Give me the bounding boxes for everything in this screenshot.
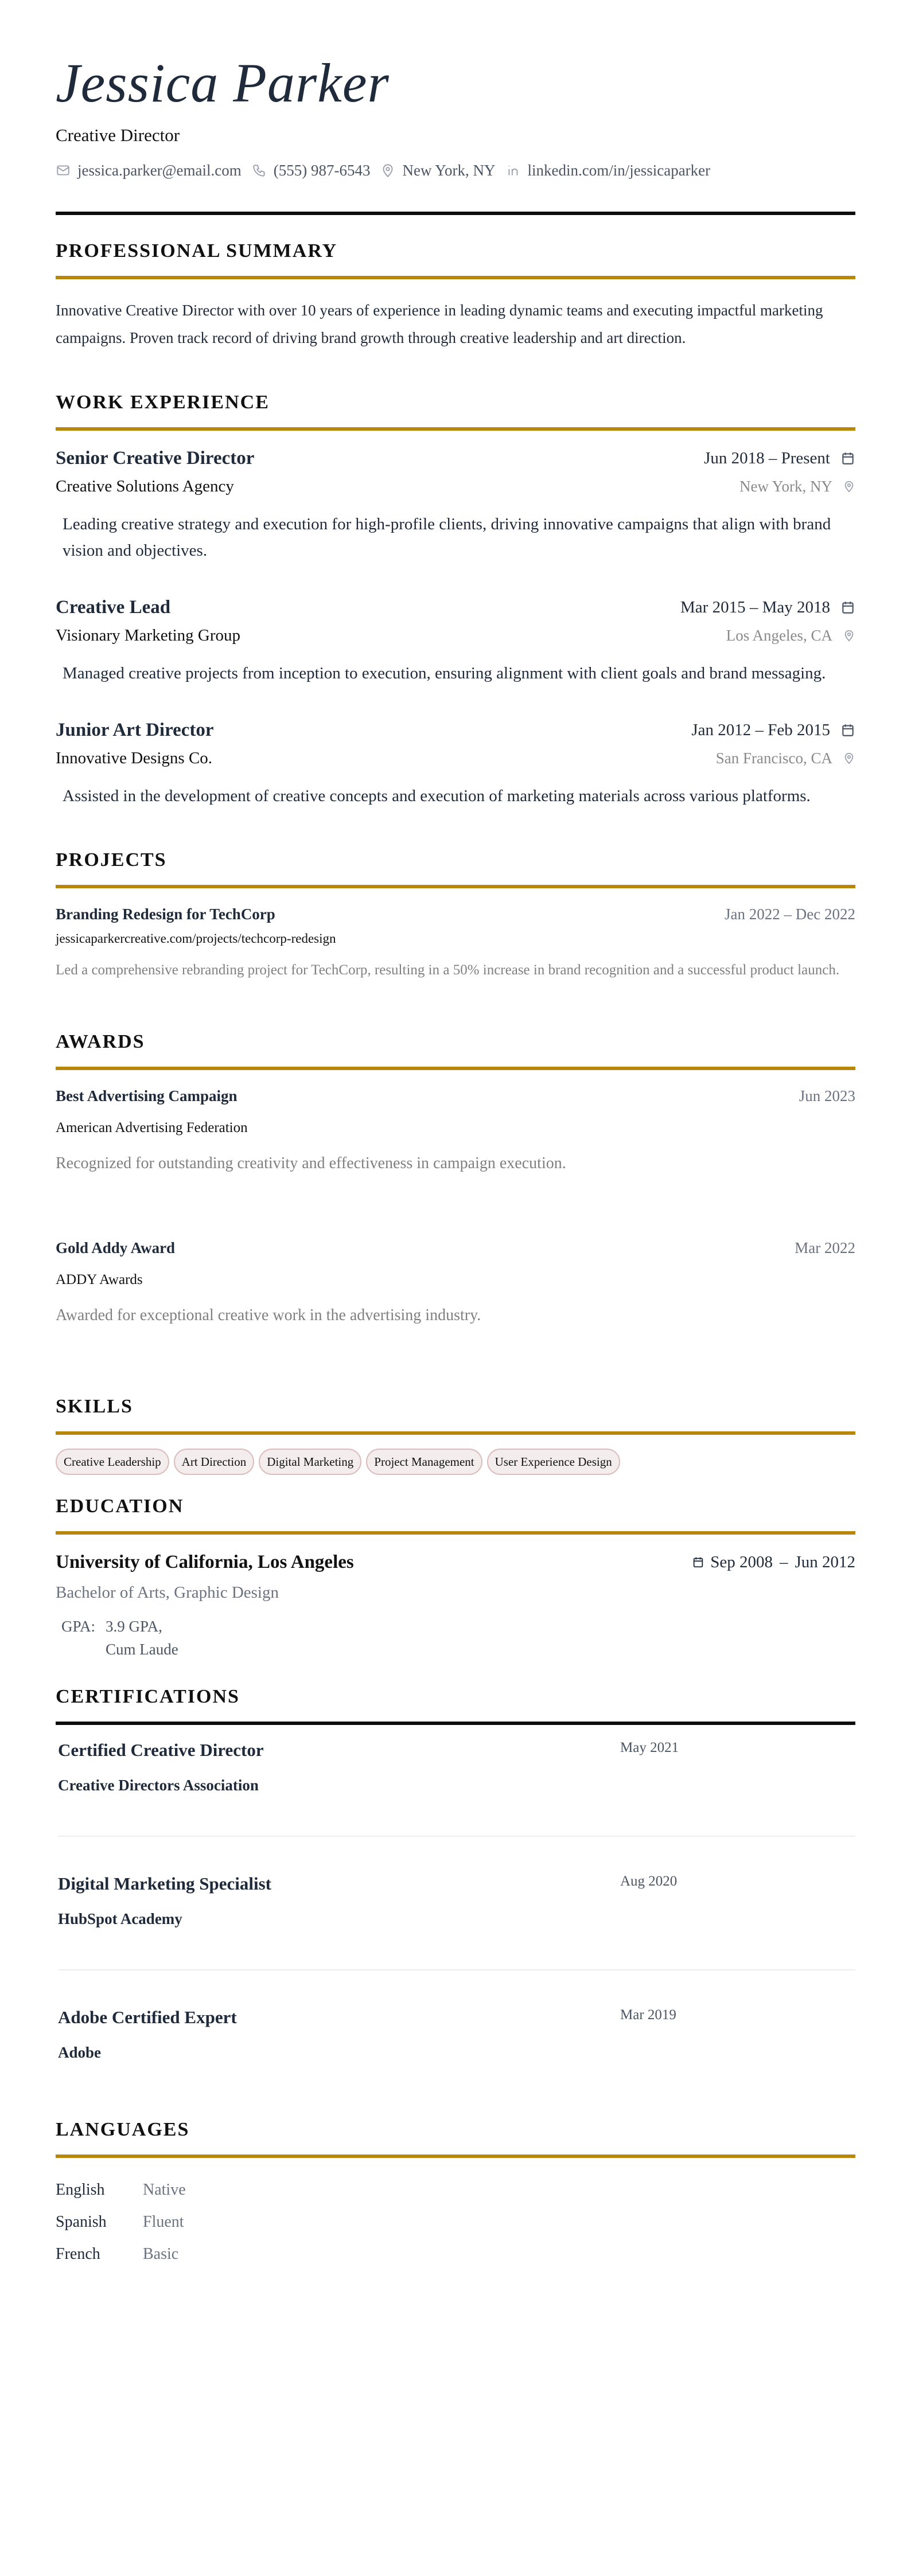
section-heading: EDUCATION [56, 1495, 184, 1517]
job-dates-text: Jan 2012 – Feb 2015 [691, 720, 830, 739]
calendar-icon [840, 722, 855, 738]
resume-header [56, 53, 855, 215]
job-description: Managed creative projects from inception to execution, ensuring alignment with client goals and brand messaging. [63, 663, 826, 682]
job-title: Creative Lead [56, 596, 171, 618]
language-level: Basic [143, 2245, 179, 2263]
language-level: Fluent [143, 2212, 184, 2231]
skills-section [56, 1396, 855, 1475]
language-item [56, 2206, 855, 2238]
certification-issuer: Adobe [58, 2043, 102, 2061]
job-location-text: New York, NY [739, 477, 832, 495]
language-name: English [56, 2180, 105, 2199]
job-dates [680, 598, 855, 617]
award-date: Jun 2023 [799, 1087, 855, 1104]
job-description: Assisted in the development of creative concepts and execution of marketing materials across various platforms. [63, 786, 811, 805]
contact-phone[interactable] [252, 162, 371, 179]
gpa [56, 1615, 855, 1661]
school-name: University of California, Los Angeles [56, 1551, 354, 1572]
section-divider [56, 1722, 855, 1725]
education-end: Jun 2012 [795, 1552, 855, 1571]
award-date: Mar 2022 [795, 1239, 855, 1256]
honors-line: Cum Laude [106, 1640, 178, 1658]
mail-icon [56, 163, 71, 178]
candidate-title: Creative Director [56, 124, 180, 145]
section-divider [56, 1431, 855, 1435]
education-dates [692, 1553, 855, 1572]
section-divider [56, 2155, 855, 2158]
section-divider [56, 276, 855, 279]
certification-date: Mar 2019 [620, 2007, 676, 2023]
skill-tag: Creative Leadership [56, 1449, 169, 1475]
contact-linkedin[interactable] [506, 162, 711, 179]
certification-title: Adobe Certified Expert [58, 2007, 237, 2027]
section-divider [56, 885, 855, 888]
project-title: Branding Redesign for TechCorp [56, 905, 275, 923]
work-experience-section [56, 392, 855, 809]
certification-issuer: Creative Directors Association [58, 1776, 259, 1794]
education-entry [56, 1552, 855, 1661]
certification-date: Aug 2020 [620, 1873, 678, 1889]
certification-title: Digital Marketing Specialist [58, 1873, 271, 1894]
contact-email[interactable] [56, 162, 242, 179]
language-list [56, 2174, 855, 2270]
project-link[interactable]: jessicaparkercreative.com/projects/techcorp-redesign [56, 931, 336, 946]
award-title: Best Advertising Campaign [56, 1087, 238, 1104]
map-pin-icon [843, 628, 855, 643]
job-title: Senior Creative Director [56, 447, 255, 469]
education-section [56, 1496, 855, 1661]
section-heading: PROFESSIONAL SUMMARY [56, 240, 338, 261]
section-heading: LANGUAGES [56, 2118, 190, 2140]
certification-entry [56, 1874, 855, 1970]
map-pin-icon [380, 163, 395, 178]
skill-tags [56, 1449, 855, 1475]
certification-issuer: HubSpot Academy [58, 1910, 182, 1927]
section-divider [56, 1531, 855, 1535]
linkedin-icon [506, 163, 521, 178]
awards-section [56, 1031, 855, 1325]
skill-tag: Digital Marketing [259, 1449, 361, 1475]
gpa-value [106, 1615, 178, 1661]
summary-section [56, 240, 855, 352]
job-company: Visionary Marketing Group [56, 626, 241, 645]
calendar-icon [692, 1555, 704, 1570]
award-title: Gold Addy Award [56, 1239, 176, 1256]
job-company: Innovative Designs Co. [56, 748, 213, 767]
project-entry [56, 905, 855, 982]
section-heading: CERTIFICATIONS [56, 1685, 240, 1707]
job-dates [704, 449, 855, 468]
certification-title: Certified Creative Director [58, 1739, 264, 1760]
award-description: Awarded for exceptional creative work in the advertising industry. [56, 1306, 481, 1324]
skill-tag: User Experience Design [487, 1449, 620, 1475]
section-heading: WORK EXPERIENCE [56, 391, 270, 413]
email-text: jessica.parker@email.com [77, 161, 242, 179]
language-level: Native [143, 2180, 186, 2199]
award-organization: ADDY Awards [56, 1271, 143, 1287]
job-dates-text: Mar 2015 – May 2018 [680, 598, 830, 616]
job-location-text: Los Angeles, CA [726, 626, 832, 644]
award-entry [56, 1239, 855, 1325]
job-location-text: San Francisco, CA [715, 749, 832, 767]
candidate-name: Jessica Parker [56, 52, 390, 114]
section-heading: SKILLS [56, 1395, 133, 1417]
summary-text: Innovative Creative Director with over 10 years of experience in leading dynamic teams and executing impactful marketing campaigns. Proven track record of driving brand growth through creative leadership and art direction. [56, 301, 823, 346]
language-name: French [56, 2245, 100, 2263]
job-entry [56, 597, 855, 686]
skill-tag: Project Management [366, 1449, 482, 1475]
gpa-label: GPA: [61, 1617, 96, 1635]
languages-section [56, 2119, 855, 2270]
job-dates [691, 721, 855, 740]
certification-entry [56, 2007, 855, 2062]
linkedin-text: linkedin.com/in/jessicaparker [527, 161, 711, 179]
job-company: Creative Solutions Agency [56, 477, 234, 495]
gpa-line: 3.9 GPA, [106, 1617, 162, 1635]
certifications-section [56, 1686, 855, 2062]
job-entry [56, 720, 855, 809]
education-start: Sep 2008 [710, 1552, 773, 1571]
section-divider [56, 1067, 855, 1070]
job-dates-text: Jun 2018 – Present [704, 448, 830, 467]
project-description: Led a comprehensive rebranding project for TechCorp, resulting in a 50% increase in brand recognition and a successful product launch. [56, 962, 840, 978]
job-description: Leading creative strategy and execution for high-profile clients, driving innovative campaigns that align with brand vision and objectives. [63, 514, 831, 560]
date-separator: – [779, 1552, 788, 1571]
job-title: Junior Art Director [56, 719, 214, 740]
project-dates: Jan 2022 – Dec 2022 [725, 905, 855, 923]
contact-bar [56, 162, 855, 179]
section-divider [56, 427, 855, 431]
projects-section [56, 849, 855, 982]
location-text: New York, NY [402, 161, 496, 179]
calendar-icon [840, 599, 855, 615]
map-pin-icon [843, 479, 855, 494]
entry-divider [58, 1969, 855, 1970]
award-description: Recognized for outstanding creativity and effectiveness in campaign execution. [56, 1154, 566, 1172]
entry-divider [58, 1836, 855, 1837]
language-item [56, 2238, 855, 2270]
phone-text: (555) 987-6543 [273, 161, 371, 179]
calendar-icon [840, 450, 855, 466]
job-location [716, 750, 855, 767]
degree: Bachelor of Arts, Graphic Design [56, 1583, 279, 1602]
award-entry [56, 1087, 855, 1173]
map-pin-icon [843, 751, 855, 766]
contact-location [380, 162, 495, 179]
skill-tag: Art Direction [174, 1449, 255, 1475]
phone-icon [252, 163, 267, 178]
award-organization: American Advertising Federation [56, 1119, 248, 1135]
header-divider [56, 212, 855, 215]
job-location [739, 478, 855, 495]
language-name: Spanish [56, 2212, 107, 2231]
certification-date: May 2021 [620, 1739, 679, 1755]
job-location [726, 627, 855, 645]
certification-entry [56, 1740, 855, 1837]
section-heading: AWARDS [56, 1031, 145, 1052]
language-item [56, 2174, 855, 2206]
section-heading: PROJECTS [56, 849, 167, 871]
job-entry [56, 448, 855, 564]
